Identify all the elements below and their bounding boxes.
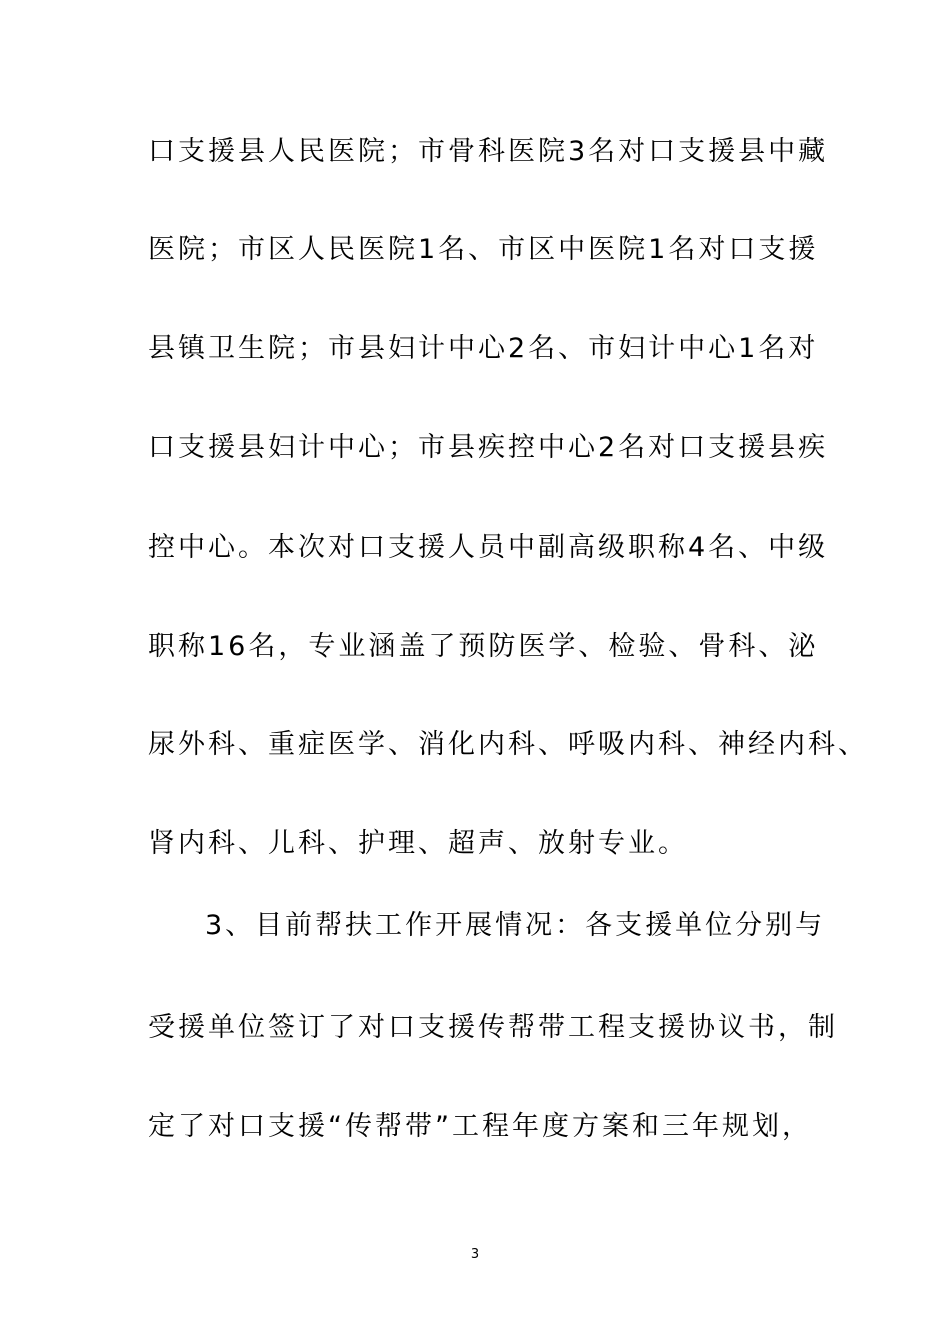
text-line: 职称16名，专业涵盖了预防医学、检验、骨科、泌 — [148, 631, 819, 662]
text-line: 医院；市区人民医院1名、市区中医院1名对口支援 — [148, 234, 819, 265]
page-number: 3 — [470, 1247, 480, 1262]
text-line: 控中心。本次对口支援人员中副高级职称4名、中级 — [148, 532, 829, 563]
text-line: 口支援县妇计中心；市县疾控中心2名对口支援县疾 — [148, 432, 829, 463]
text-line: 口支援县人民医院；市骨科医院3名对口支援县中藏 — [148, 136, 829, 167]
text-line: 肾内科、儿科、护理、超声、放射专业。 — [148, 828, 688, 859]
text-line: 县镇卫生院；市县妇计中心2名、市妇计中心1名对 — [148, 333, 819, 364]
paragraph-first-line: 3、目前帮扶工作开展情况：各支援单位分别与 — [205, 910, 826, 941]
text-line: 受援单位签订了对口支援传帮带工程支援协议书，制 — [148, 1012, 838, 1043]
text-line: 尿外科、重症医学、消化内科、呼吸内科、神经内科、 — [148, 729, 868, 760]
text-line: 定了对口支援“传帮带”工程年度方案和三年规划， — [148, 1111, 812, 1142]
